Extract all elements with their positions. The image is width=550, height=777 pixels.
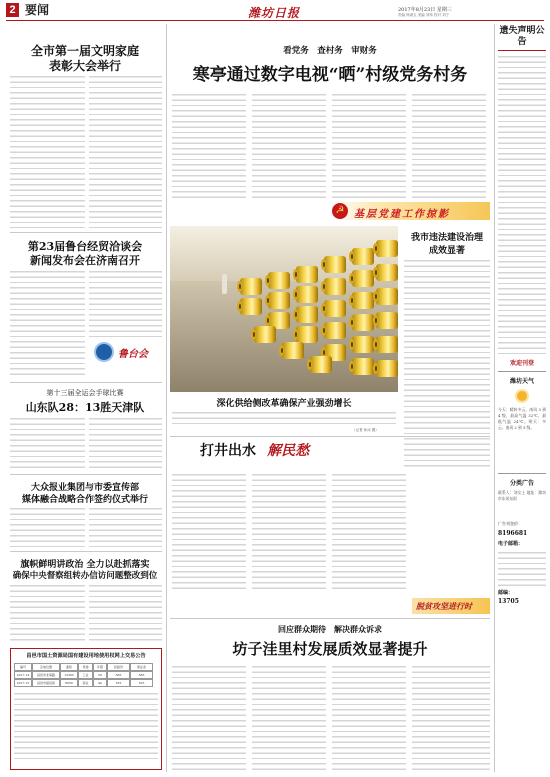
lead-body-3 xyxy=(332,92,406,200)
body-politics xyxy=(10,583,85,643)
photo-credit: （记者 孙冰 摄） xyxy=(352,428,379,432)
body-village-4 xyxy=(412,664,490,770)
water-heading xyxy=(200,440,370,470)
weather-title: 潍坊天气 xyxy=(509,378,534,385)
body-civilization-2 xyxy=(89,74,162,228)
headline-games: 山东队28：13胜天津队 xyxy=(25,401,145,414)
weather-sun-icon xyxy=(515,389,529,403)
subhead-talks: 新闻发布会在济南召开 xyxy=(30,254,140,267)
village-kicker: 回应群众期待 解决群众诉求 xyxy=(278,624,382,634)
party-building-banner xyxy=(330,202,490,220)
body-politics-2 xyxy=(89,583,162,643)
lead-body-4 xyxy=(412,92,486,200)
table-cell: 昌邑市北海路 xyxy=(32,671,60,679)
headline-media: 大众报业集团与市委宣传部 xyxy=(30,483,139,493)
land-auction-table xyxy=(14,663,158,687)
table-cell: 工业 xyxy=(78,671,93,679)
water-title: 打井出水 xyxy=(200,443,256,459)
table-cell: 386 xyxy=(130,671,153,679)
poverty-banner-text: 脱贫攻坚进行时 xyxy=(416,601,472,611)
body-games-2 xyxy=(89,416,162,471)
worker-figure xyxy=(222,274,227,294)
headline-civilization: 全市第一届文明家庭 xyxy=(30,44,139,58)
sidebar-contact-block xyxy=(498,550,546,586)
table-cell: 2017-14 xyxy=(14,671,32,679)
body-village-3 xyxy=(332,664,406,770)
body-water-1 xyxy=(172,472,246,592)
land-auction-body xyxy=(14,691,158,759)
body-talks xyxy=(10,269,85,379)
party-banner-text: 基层党建工作掠影 xyxy=(354,209,450,220)
fair-logo xyxy=(86,340,162,364)
poverty-alleviation-banner xyxy=(412,598,490,614)
table-header: 年限 xyxy=(93,663,107,671)
bottom-label: 邮编： xyxy=(498,590,514,596)
email-label: 电子邮箱： xyxy=(498,541,524,547)
sidebar-notices-list xyxy=(498,54,546,354)
fair-logo-text: 鲁台会 xyxy=(118,349,148,360)
body-water-3 xyxy=(332,472,406,592)
table-cell: 商业 xyxy=(78,679,93,687)
hotline-number: 13705 xyxy=(498,598,519,605)
photo-caption-title: 深化供给侧改革确保产业强劲增长 xyxy=(216,399,352,409)
headline-talks: 第23届鲁台经贸洽谈会 xyxy=(27,240,143,253)
subhead-politics: 确保中央督察组转办信访问题整改到位 xyxy=(12,571,158,581)
issue-date: 2017年8月23日 星期三 xyxy=(398,7,452,13)
fair-logo-circle-icon xyxy=(94,342,114,362)
masthead-logo: 潍坊日报 xyxy=(248,6,301,20)
classified-note: 联系人：刘女士 地址：潍坊市东风东街 xyxy=(498,490,546,501)
editors-line: 责编 杨淑玉 美编 刘玮 校对 刘宁 xyxy=(398,13,450,17)
rates-label: 广告刊登价： xyxy=(498,521,522,526)
land-auction-notice xyxy=(10,648,162,770)
table-header: 起始价 xyxy=(107,663,130,671)
table-cell: 2017-15 xyxy=(14,679,32,687)
party-emblem-icon: ☭ xyxy=(332,203,348,219)
table-header: 面积 xyxy=(60,663,78,671)
body-village-2 xyxy=(252,664,326,770)
ads-phone: 8196681 xyxy=(498,530,528,537)
page-number: 2 xyxy=(6,3,19,17)
classified-title: 分类广告 xyxy=(509,480,534,487)
sidebar-title: 遗失声明公告 xyxy=(498,26,546,51)
table-cell: 50 xyxy=(93,671,107,679)
table-header: 宗地位置 xyxy=(32,663,60,671)
weather-text: 今天：晴转多云，南风 3 到 4 级，最高气温 32℃，最低气温 24℃。明天：多云，南风 2 到 3 级。 xyxy=(498,407,546,430)
lead-headline: 寒亭通过数字电视“晒”村级党务村务 xyxy=(192,65,468,85)
body-talks-2 xyxy=(89,269,162,339)
sidebar-ad-cta: 欢迎刊登 xyxy=(509,360,534,367)
table-header: 保证金 xyxy=(130,663,153,671)
body-village-1 xyxy=(172,664,246,770)
body-media xyxy=(10,506,85,548)
body-media-2 xyxy=(89,506,162,548)
table-cell: 12365 xyxy=(60,671,78,679)
subhead-civilization: 表彰大会举行 xyxy=(48,59,121,73)
body-water-2 xyxy=(252,472,326,592)
subhead-media: 媒体融合战略合作签约仪式举行 xyxy=(21,495,148,505)
notices-sidebar xyxy=(498,26,546,772)
lead-body-2 xyxy=(252,92,326,200)
subhead-illegal-building: 成效显著 xyxy=(428,246,465,256)
water-brand: 解民愁 xyxy=(267,443,310,459)
table-cell: 386 xyxy=(107,671,130,679)
table-header: 编号 xyxy=(14,663,32,671)
kicker-games: 第十三届全运会手球比赛 xyxy=(46,389,124,397)
table-cell: 8650 xyxy=(60,679,78,687)
section-label: 要闻 xyxy=(25,3,50,17)
headline-illegal-building: 我市违法建设治理 xyxy=(410,233,483,243)
photo-caption-body xyxy=(172,410,396,426)
body-games xyxy=(10,416,85,471)
table-cell: 525 xyxy=(107,679,130,687)
body-civilization xyxy=(10,74,85,228)
factory-photo xyxy=(170,226,398,392)
village-headline: 坊子洼里村发展质效显著提升 xyxy=(232,640,428,658)
headline-politics: 旗帜鲜明讲政治 全力以赴抓落实 xyxy=(20,560,150,570)
table-header: 用途 xyxy=(78,663,93,671)
lead-body-1 xyxy=(172,92,246,200)
land-auction-title: 昌邑市国土资源局国有建设用地使用权网上交易公告 xyxy=(26,653,146,659)
table-cell: 525 xyxy=(130,679,153,687)
lead-kicker: 看党务 查村务 审财务 xyxy=(283,46,377,56)
table-cell: 昌邑市富昌街 xyxy=(32,679,60,687)
table-cell: 40 xyxy=(93,679,107,687)
